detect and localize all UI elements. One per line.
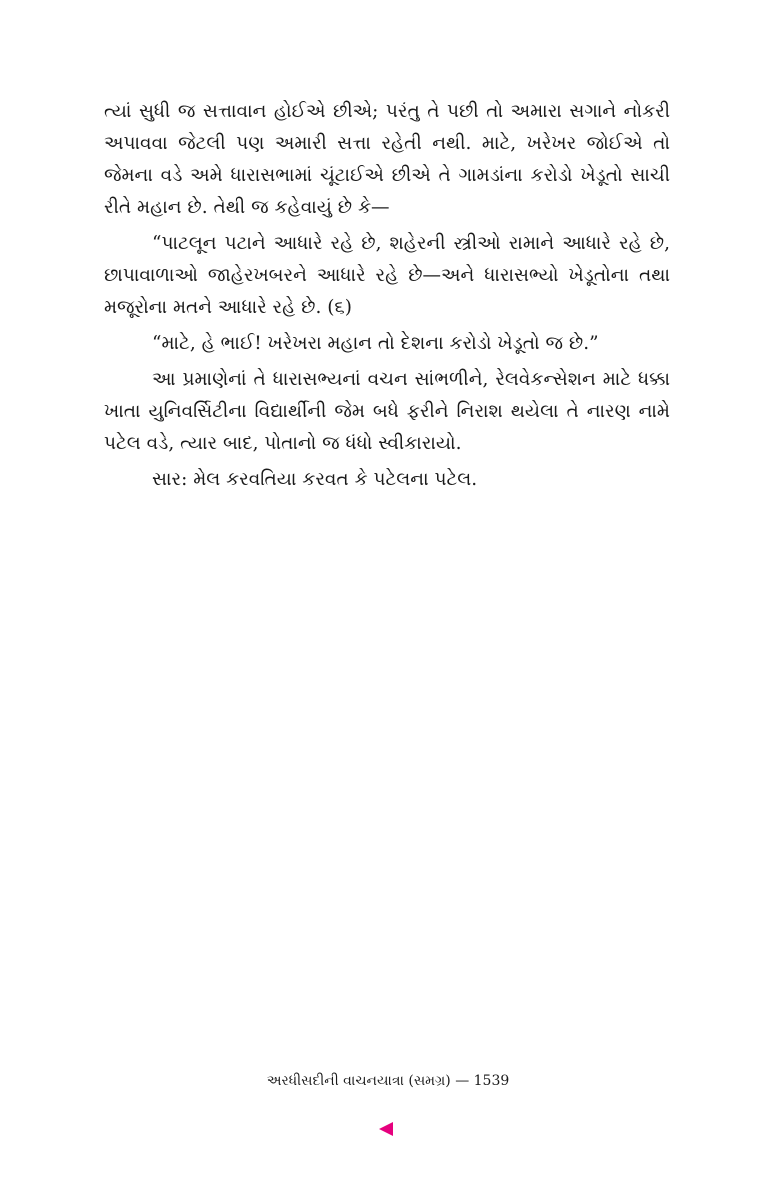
paragraph-narrative: આ પ્રમાણેનાં તે ધારાસભ્યનાં વચન સાંભળીને, રેલવેકન્સેશન માટે ધક્કા ખાતા યુનિવર્સિટીના વિદ્યાર્થીની જેમ બધે ફરીને નિરાશ થયેલા તે નારણ નામે પટેલ વડે, ત્યાર બાદ, પોતાનો જ ધંધો સ્વીકારાયો. <box>104 369 670 454</box>
page-footer <box>0 1073 776 1089</box>
footer-separator: — <box>455 1073 470 1089</box>
paragraph-moral: સાર: મેલ કરવતિયા કરવત કે પટેલના પટેલ. <box>152 469 478 490</box>
paragraph-continuation: ત્યાં સુધી જ સત્તાવાન હોઈએ છીએ; પરંતુ તે પછી તો અમારા સગાને નોકરી અપાવવા જેટલી પણ અમારી સત્તા રહેતી નથી. માટે, ખરેખર જોઈએ તો જેમના વડે અમે ધારાસભામાં ચૂંટાઈએ છીએ તે ગામડાંના કરોડો ખેડૂતો સાચી રીતે મહાન છે. તેથી જ કહેવાયું છે કે— <box>104 101 670 218</box>
footer-page-number: 1539 <box>473 1073 510 1089</box>
triangle-left-icon[interactable] <box>379 1122 393 1136</box>
paragraph-quote-conclusion: “માટે, હે ભાઈ! ખરેખરા મહાન તો દેશના કરોડો ખેડૂતો જ છે.” <box>152 333 599 354</box>
paragraph-quote: “પાટલૂન પટાને આધારે રહે છે, શહેરની સ્ત્રીઓ રામાને આધારે રહે છે, છાપાવાળાઓ જાહેરખબરને આધારે રહે છે—અને ધારાસભ્યો ખેડૂતોના તથા મજૂરોના મતને આધારે રહે છે. (૬) <box>104 233 670 318</box>
body-text <box>104 96 670 500</box>
footer-book-title: અરધીસદીની વાચનયાત્રા (સમગ્ર) <box>266 1073 451 1089</box>
